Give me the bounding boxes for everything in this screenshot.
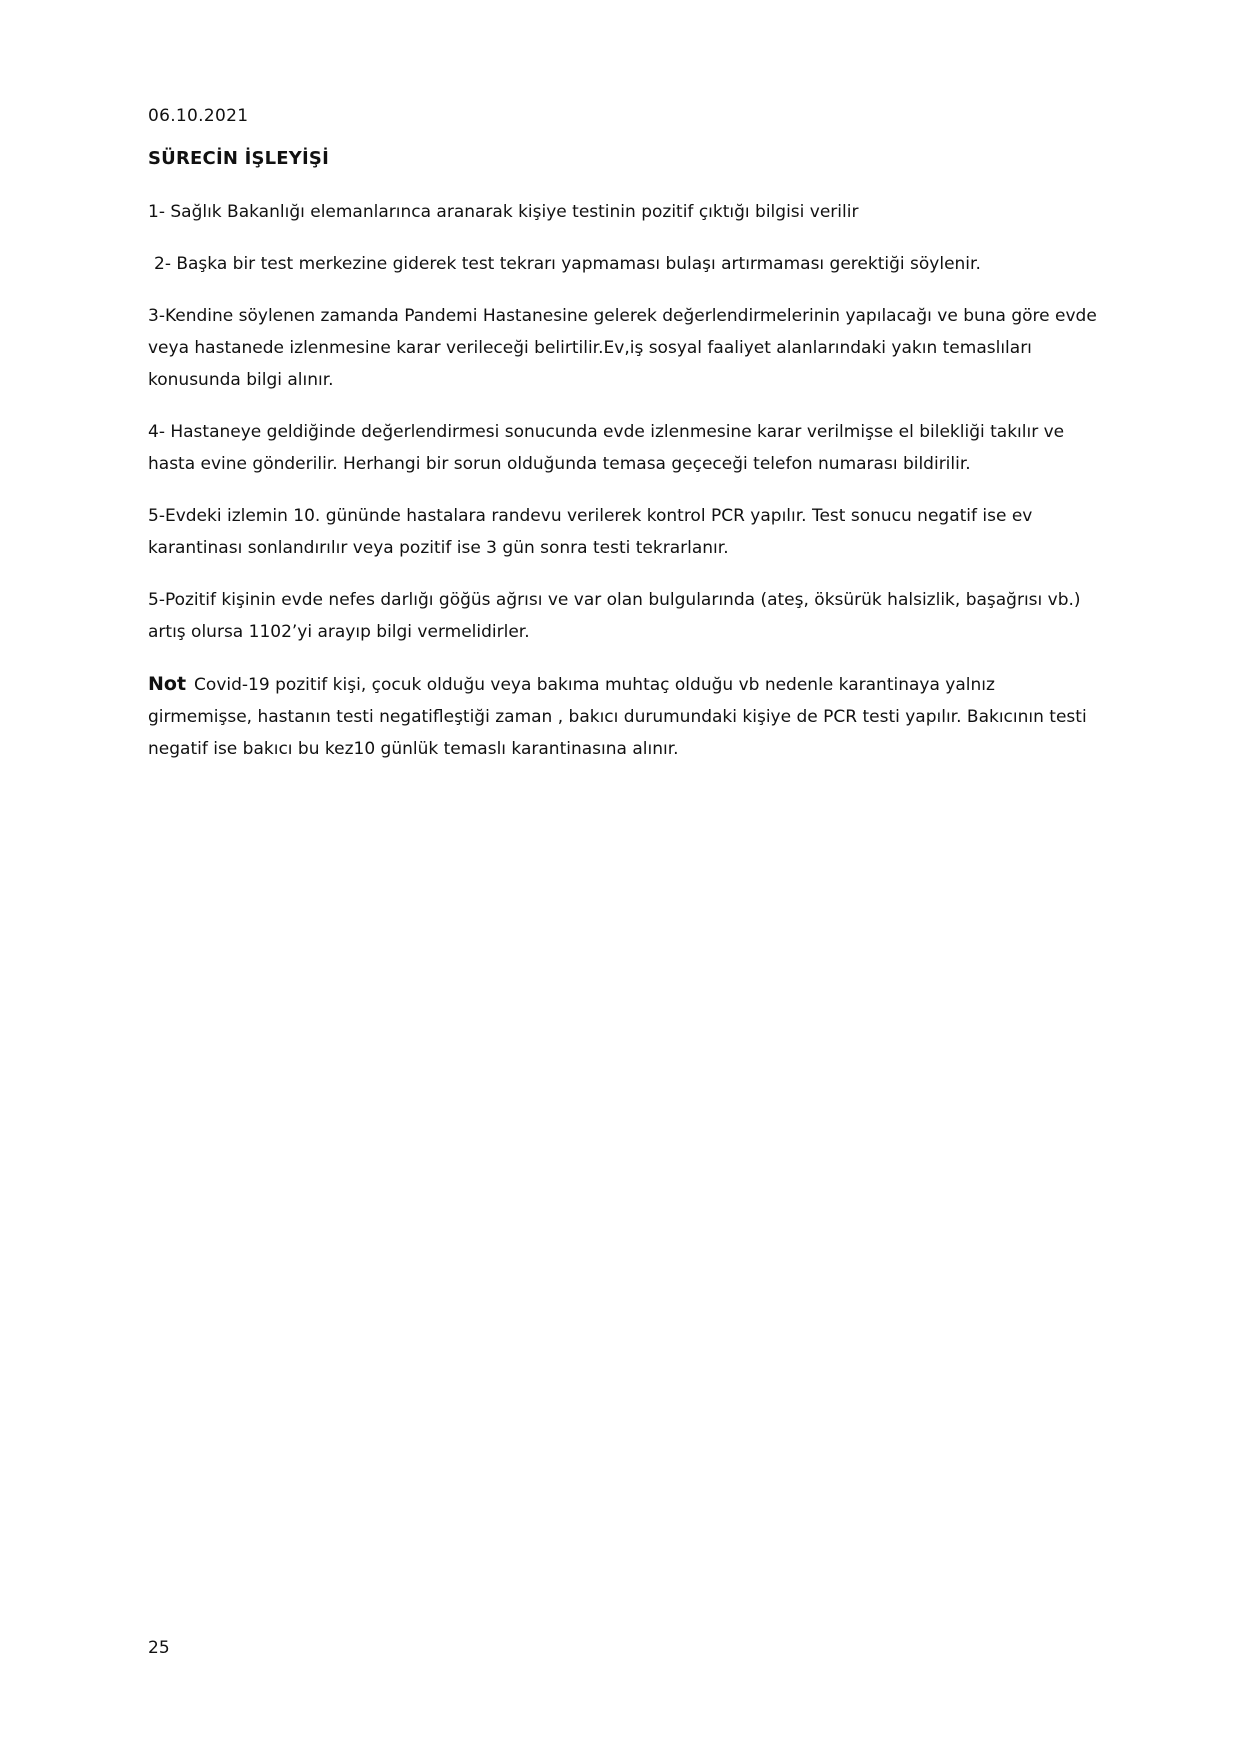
section-heading: SÜRECİN İŞLEYİŞİ: [148, 148, 329, 169]
step-5-paragraph: 5-Evdeki izlemin 10. gününde hastalara randevu verilerek kontrol PCR yapılır. Test sonucu negatif ise ev karantinası sonlandırılır veya pozitif ise 3 gün sonra testi tekrarlanır.: [148, 506, 1033, 558]
step-4-paragraph: 4- Hastaneye geldiğinde değerlendirmesi sonucunda evde izlenmesine karar verilmişse el bilekliği takılır ve hasta evine gönderilir. Herhangi bir sorun olduğunda temasa geçeceği telefon numarası bildirilir.: [148, 422, 1065, 474]
step-5b-paragraph: 5-Pozitif kişinin evde nefes darlığı göğüs ağrısı ve var olan bulgularında (ateş, öksürük halsizlik, başağrısı vb.) artış olursa 1102’yi arayıp bilgi vermelidirler.: [148, 590, 1081, 642]
note-text: Covid-19 pozitif kişi, çocuk olduğu veya bakıma muhtaç olduğu vb nedenle karantinaya yalnız girmemişse, hastanın testi negatifleştiği zaman , bakıcı durumundaki kişiye de PCR testi yapılır. Bakıcının testi negatif ise bakıcı bu kez10 günlük temaslı karantinasına alınır.: [148, 675, 1087, 759]
step-2-paragraph: 2- Başka bir test merkezine giderek test tekrarı yapmaması bulaşı artırmaması gerektiği söylenir.: [154, 254, 981, 274]
step-1-paragraph: 1- Sağlık Bakanlığı elemanlarınca aranarak kişiye testinin pozitif çıktığı bilgisi verilir: [148, 202, 859, 222]
note-paragraph: [148, 668, 1098, 765]
document-date: 06.10.2021: [148, 106, 249, 126]
document-body: [148, 104, 1098, 785]
page-number: 25: [148, 1638, 170, 1658]
step-3-paragraph: 3-Kendine söylenen zamanda Pandemi Hastanesine gelerek değerlendirmelerinin yapılacağı ve buna göre evde veya hastanede izlenmesine karar verileceği belirtilir.Ev,iş sosyal faaliyet alanlarındaki yakın temaslıları konusunda bilgi alınır.: [148, 306, 1097, 390]
note-label: Not: [148, 673, 187, 695]
